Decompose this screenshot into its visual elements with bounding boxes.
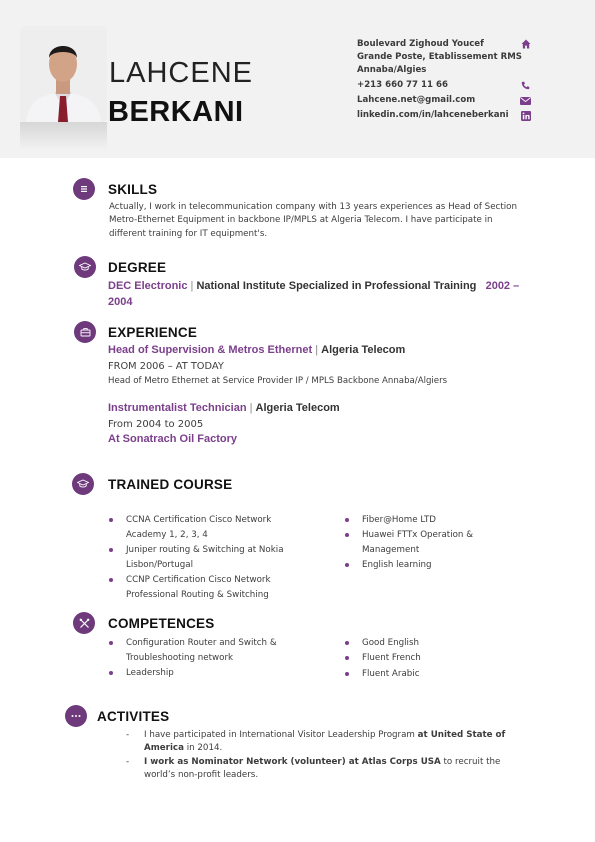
phone <box>357 79 537 92</box>
job-title-line <box>108 344 528 357</box>
job-role: Instrumentalist Technician <box>108 402 247 414</box>
job-role: Head of Supervision & Metros Ethernet <box>108 344 313 356</box>
activity-text: I have participated in International Visitor Leadership Program <box>144 730 418 740</box>
list-item: Juniper routing & Switching at Nokia Lisbon/Portugal <box>108 543 288 572</box>
job-title-line <box>108 402 528 415</box>
experience-title: EXPERIENCE <box>108 325 198 340</box>
activities-list <box>126 729 516 783</box>
trained-course-title: TRAINED COURSE <box>108 477 233 492</box>
profile-photo <box>20 26 107 122</box>
list-item: Fluent Arabic <box>344 667 504 682</box>
list-icon <box>73 178 95 200</box>
email[interactable] <box>357 94 537 107</box>
linkedin[interactable] <box>357 109 537 122</box>
list-item: CCNP Certification Cisco Network Professional Routing & Switching <box>108 573 288 602</box>
graduation-cap-icon <box>72 473 94 495</box>
job-description: Head of Metro Ethernet at Service Provider IP / MPLS Backbone Annaba/Algiers <box>108 376 448 386</box>
separator: | <box>190 280 194 292</box>
list-item: Leadership <box>108 666 298 681</box>
list-item: Fluent French <box>344 651 504 666</box>
list-item: Huawei FTTx Operation & Management <box>344 528 504 557</box>
list-item: Configuration Router and Switch & Troubleshooting network <box>108 636 298 665</box>
address-line: Annaba/Algies <box>357 65 427 75</box>
competences-title: COMPETENCES <box>108 616 215 631</box>
address-line: Boulevard Zighoud Youcef <box>357 39 484 49</box>
separator: | <box>249 402 253 414</box>
course-list-right <box>344 513 504 574</box>
job-location: At Sonatrach Oil Factory <box>108 433 237 445</box>
activity-bold: at United State of America <box>144 730 506 753</box>
email-address[interactable]: Lahcene.net@gmail.com <box>357 95 476 105</box>
competence-list-left <box>108 636 298 681</box>
first-name: LAHCENE <box>109 57 253 89</box>
activites-title: ACTIVITES <box>97 709 170 724</box>
linkedin-icon <box>520 110 531 121</box>
competence-list-right <box>344 636 504 682</box>
list-item: Fiber@Home LTD <box>344 513 504 528</box>
list-item <box>126 729 516 755</box>
job-period: FROM 2006 – AT TODAY <box>108 361 224 372</box>
degree-institute: National Institute Specialized in Professional Training <box>196 280 477 292</box>
home-icon <box>520 38 531 49</box>
activity-text: in 2014. <box>183 743 223 753</box>
photo-reflection <box>20 122 107 150</box>
list-item: Good English <box>344 636 504 651</box>
ellipsis-icon <box>65 705 87 727</box>
phone-number: +213 660 77 11 66 <box>357 80 448 90</box>
tools-icon <box>73 612 95 634</box>
list-item: English learning <box>344 558 504 573</box>
list-item <box>126 756 516 782</box>
job-period: From 2004 to 2005 <box>108 419 204 430</box>
course-list-left <box>108 513 288 603</box>
graduation-cap-icon <box>74 256 96 278</box>
contact-block <box>357 38 537 122</box>
envelope-icon <box>520 95 531 106</box>
job-company: Algeria Telecom <box>321 344 406 356</box>
skills-title: SKILLS <box>108 182 158 197</box>
last-name: BERKANI <box>108 96 244 128</box>
linkedin-url[interactable]: linkedin.com/in/lahceneberkani <box>357 110 509 120</box>
separator: | <box>315 344 319 356</box>
job-company: Algeria Telecom <box>255 402 340 414</box>
activity-bold: I work as Nominator Network (volunteer) at Atlas Corps USA <box>144 757 441 767</box>
degree-name: DEC Electronic <box>108 280 188 292</box>
degree-line <box>108 279 526 310</box>
skills-text: Actually, I work in telecommunication company with 13 years experiences as Head of Section Metro-Ethernet Equipment in backbone IP/MPLS at Algeria Telecom. I have participate in different training for IT equipment's. <box>109 202 517 239</box>
degree-years: 2002 – 2004 <box>108 280 520 308</box>
list-item: CCNA Certification Cisco Network Academy 1, 2, 3, 4 <box>108 513 288 542</box>
briefcase-icon <box>74 321 96 343</box>
activity-text: to recruit the world’s non-profit leaders. <box>144 757 501 780</box>
phone-icon <box>520 80 531 91</box>
degree-title: DEGREE <box>108 260 167 275</box>
address <box>357 38 537 77</box>
address-line: Grande Poste, Etablissement RMS <box>357 52 522 62</box>
